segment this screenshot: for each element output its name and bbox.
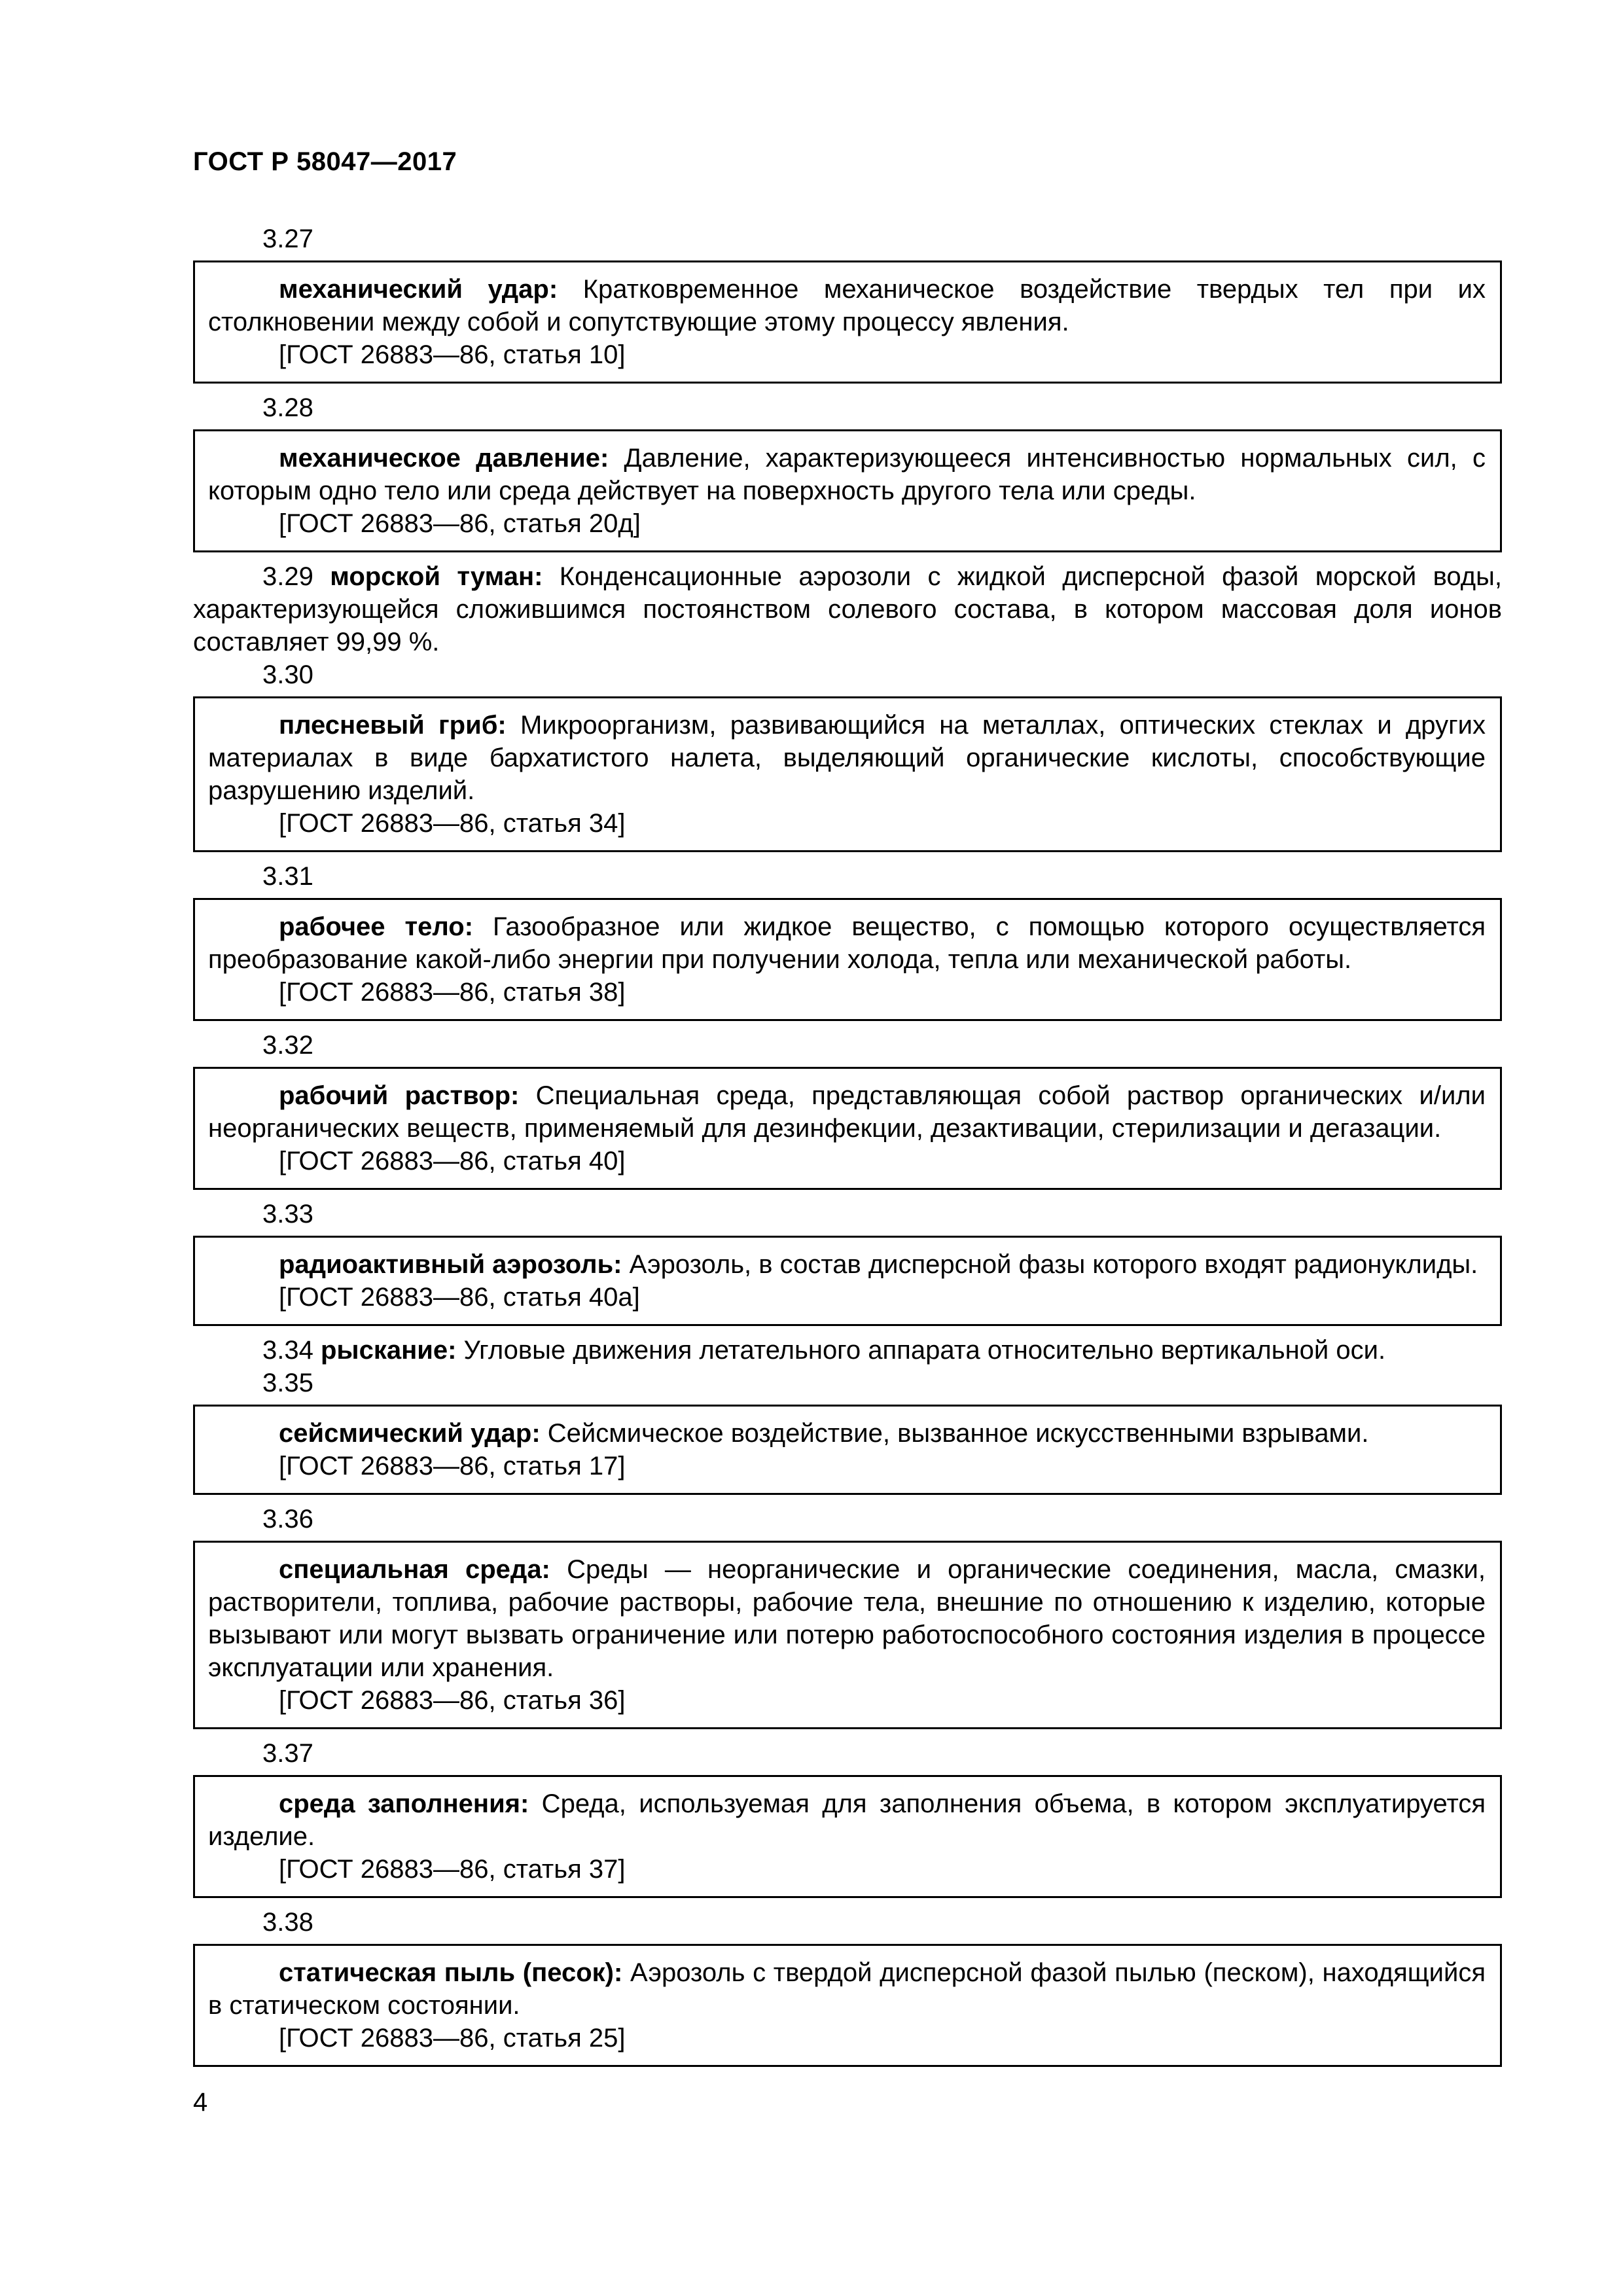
definition-text — [208, 442, 1486, 507]
source-reference: [ГОСТ 26883—86, статья 36] — [279, 1686, 626, 1715]
definition: Угловые движения летательного аппарата относительно вертикальной оси. — [456, 1336, 1386, 1365]
definition-text — [208, 1956, 1486, 2022]
definition: Конденсационные аэрозоли с жидкой дисперсной фазой морской воды, характеризующейся сложившимся постоянством солевого состава, в котором массовая доля ионов составляет 99,99 %. — [193, 562, 1502, 656]
term: рыскание: — [320, 1336, 457, 1365]
definition-text — [208, 1079, 1486, 1145]
definition-box — [193, 1541, 1502, 1729]
definition-box — [193, 1405, 1502, 1495]
definition-box — [193, 1944, 1502, 2067]
definition-box — [193, 898, 1502, 1021]
term: рабочее тело: — [279, 912, 474, 941]
free-definition — [193, 560, 1502, 658]
definition: Газообразное или жидкое вещество, с помощью которого осуществляется преобразование какой-либо энергии при получении холода, тепла или механической работы. — [208, 912, 1486, 974]
source-reference: [ГОСТ 26883—86, статья 38] — [279, 978, 626, 1007]
source-reference: [ГОСТ 26883—86, статья 40а] — [279, 1283, 640, 1312]
source-reference: [ГОСТ 26883—86, статья 17] — [279, 1452, 626, 1480]
term: специальная среда: — [279, 1555, 550, 1584]
definition: Среда, используемая для заполнения объема, в котором эксплуатируется изделие. — [208, 1789, 1486, 1851]
definition: Специальная среда, представляющая собой раствор органических и/или неорганических веществ, применяемый для дезинфекции, дезактивации, стерилизации и дегазации. — [208, 1081, 1486, 1143]
definition-box — [193, 1067, 1502, 1190]
definition-text — [208, 1248, 1486, 1281]
source-reference: [ГОСТ 26883—86, статья 10] — [279, 340, 626, 369]
entry-number: 3.33 — [262, 1200, 313, 1229]
entry-number: 3.32 — [262, 1031, 313, 1060]
definition-box — [193, 1775, 1502, 1898]
term: сейсмический удар: — [279, 1419, 541, 1448]
term: среда заполнения: — [279, 1789, 529, 1818]
definition-text — [208, 1787, 1486, 1853]
definition: Микроорганизм, развивающийся на металлах, оптических стеклах и других материалах в виде бархатистого налета, выделяющий органические кислоты, способствующие разрушению изделий. — [208, 711, 1486, 805]
source-reference: [ГОСТ 26883—86, статья 25] — [279, 2024, 626, 2053]
definition: Давление, характеризующееся интенсивностью нормальных сил, с которым одно тело или среда действует на поверхность другого тела или среды. — [208, 444, 1486, 505]
entry-number: 3.27 — [262, 224, 313, 253]
term: статическая пыль (песок): — [279, 1958, 623, 1987]
definition: Аэрозоль с твердой дисперсной фазой пылью (песком), находящийся в статическом состоянии. — [208, 1958, 1486, 2020]
definition: Среды — неорганические и органические соединения, масла, смазки, растворители, топлива, рабочие растворы, рабочие тела, внешние по отношению к изделию, которые вызывают или могут вызвать ограничение или потерю работоспособного состояния изделия в процессе эксплуатации или хранения. — [208, 1555, 1486, 1682]
entry-number: 3.37 — [262, 1739, 313, 1768]
entry-number: 3.28 — [262, 393, 313, 422]
term: рабочий раствор: — [279, 1081, 520, 1110]
entry-number: 3.29 — [262, 562, 313, 591]
definition-text — [208, 910, 1486, 976]
term: механический удар: — [279, 275, 558, 304]
term: плесневый гриб: — [279, 711, 507, 740]
definition-text — [208, 273, 1486, 338]
definition-box — [193, 696, 1502, 852]
definition: Аэрозоль, в состав дисперсной фазы которого входят радионуклиды. — [622, 1250, 1478, 1279]
definition-text — [208, 1417, 1486, 1450]
definition-box — [193, 1236, 1502, 1326]
entry-number: 3.30 — [262, 660, 313, 689]
definition: Сейсмическое воздействие, вызванное искусственными взрывами. — [540, 1419, 1369, 1448]
definition: Кратковременное механическое воздействие твердых тел при их столкновении между собой и сопутствующие этому процессу явления. — [208, 275, 1486, 336]
terms-list — [193, 223, 1502, 2075]
term: механическое давление: — [279, 444, 609, 473]
entry-number: 3.36 — [262, 1505, 313, 1534]
standard-header: ГОСТ Р 58047—2017 — [193, 147, 457, 176]
source-reference: [ГОСТ 26883—86, статья 20д] — [279, 509, 641, 538]
entry-number: 3.34 — [262, 1336, 313, 1365]
definition-text — [208, 709, 1486, 807]
source-reference: [ГОСТ 26883—86, статья 34] — [279, 809, 626, 838]
definition-box — [193, 429, 1502, 552]
definition-text — [208, 1553, 1486, 1684]
entry-number: 3.35 — [262, 1369, 313, 1397]
entry-number: 3.38 — [262, 1908, 313, 1937]
free-definition — [193, 1334, 1502, 1367]
term: радиоактивный аэрозоль: — [279, 1250, 622, 1279]
definition-box — [193, 260, 1502, 384]
page-number: 4 — [193, 2088, 208, 2117]
source-reference: [ГОСТ 26883—86, статья 40] — [279, 1147, 626, 1175]
term: морской туман: — [330, 562, 543, 591]
entry-number: 3.31 — [262, 862, 313, 891]
source-reference: [ГОСТ 26883—86, статья 37] — [279, 1855, 626, 1884]
